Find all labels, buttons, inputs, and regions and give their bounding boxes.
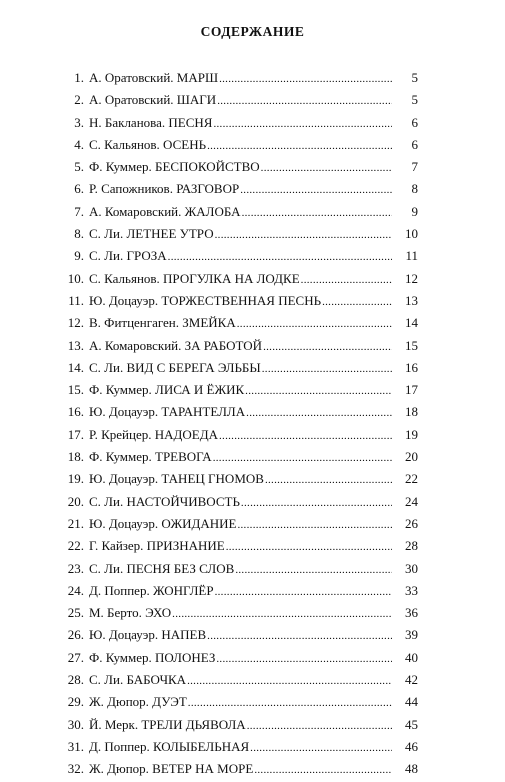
toc-entry-title: С. Кальянов. ОСЕНЬ <box>89 136 207 152</box>
toc-entry-page-number: 39 <box>405 627 418 643</box>
toc-entry-number: 11. <box>68 292 84 308</box>
toc-entry-number: 30. <box>67 716 84 732</box>
dot-leader <box>215 581 392 603</box>
dot-leader <box>207 625 392 647</box>
toc-entry-title: А. Комаровский. ЖАЛОБА <box>89 203 241 219</box>
toc-entry-number: 29. <box>67 694 84 710</box>
dot-leader <box>187 670 392 692</box>
dot-leader <box>322 291 392 313</box>
toc-entry <box>58 178 418 200</box>
toc-entry-title: Ф. Куммер. ТРЕВОГА <box>89 449 212 465</box>
toc-entry-page-number: 5 <box>411 70 418 85</box>
toc-entry-number: 13. <box>67 337 84 353</box>
toc-entry-page-number: 8 <box>411 181 418 197</box>
toc-entry <box>58 312 418 334</box>
toc-entry-title: В. Фитценгаген. ЗМЕЙКА <box>89 315 236 331</box>
dot-leader <box>265 469 392 491</box>
page-title: СОДЕРЖАНИЕ <box>200 24 305 39</box>
toc-entry <box>58 290 418 312</box>
toc-entry-number: 25. <box>67 605 84 621</box>
dot-leader <box>213 447 392 469</box>
toc-entry-title: Ю. Доцауэр. НАПЕВ <box>89 627 207 643</box>
toc-entry-number: 15. <box>67 382 84 398</box>
dot-leader <box>213 113 392 135</box>
toc-entry-page-number: 40 <box>405 649 418 665</box>
toc-entry-page-number: 5 <box>411 92 418 108</box>
dot-leader <box>237 514 392 536</box>
toc-entry-number: 21. <box>67 515 84 531</box>
toc-entry-title: Ю. Доцауэр. ОЖИДАНИЕ <box>89 515 237 531</box>
toc-entry <box>58 401 418 423</box>
toc-entry <box>58 758 418 780</box>
toc-entry-title: С. Ли. ПЕСНЯ БЕЗ СЛОВ <box>89 560 235 576</box>
toc-entry-number: 12. <box>67 315 84 331</box>
toc-entry-number: 18. <box>67 449 84 465</box>
toc-entry <box>58 112 418 134</box>
toc-entry <box>58 468 418 490</box>
toc-entry-number: 9. <box>74 248 84 264</box>
toc-entry-title: Ф. Куммер. БЕСПОКОЙСТВО <box>89 159 260 175</box>
toc-entry-page-number: 17 <box>405 382 418 398</box>
dot-leader <box>247 715 392 737</box>
dot-leader <box>207 135 392 157</box>
toc-entry <box>58 446 418 468</box>
toc-entry-page-number: 11 <box>405 248 418 264</box>
toc-entry <box>58 89 418 111</box>
toc-entry <box>58 379 418 401</box>
toc-entry-page-number: 20 <box>405 449 418 465</box>
toc-entry-title: Р. Сапожников. РАЗГОВОР <box>89 181 240 197</box>
toc-entry <box>58 602 418 624</box>
toc-entry-title: Ф. Куммер. ПОЛОНЕЗ <box>89 649 216 665</box>
toc-entry <box>58 647 418 669</box>
dot-leader <box>254 759 392 781</box>
toc-entry-number: 4. <box>74 136 84 152</box>
toc-entry-number: 7. <box>74 203 84 219</box>
toc-entry-number: 8. <box>74 226 84 242</box>
toc-entry <box>58 67 418 89</box>
toc-entry-title: Ю. Доцауэр. ТАНЕЦ ГНОМОВ <box>89 471 264 487</box>
dot-leader <box>216 648 392 670</box>
toc-entry-page-number: 46 <box>405 738 418 754</box>
toc-entry-number: 24. <box>67 582 84 598</box>
toc-entry-page-number: 22 <box>405 471 418 487</box>
dot-leader <box>168 246 392 268</box>
toc-entry <box>58 513 418 535</box>
toc-entry-page-number: 30 <box>405 560 418 576</box>
toc-entry-page-number: 18 <box>405 404 418 420</box>
toc-entry-title: Ж. Дюпор. ДУЭТ <box>89 694 187 710</box>
toc-entry-title: М. Берто. ЭХО <box>89 605 172 621</box>
toc-entry-page-number: 36 <box>405 605 418 621</box>
toc-entry-page-number: 16 <box>405 359 418 375</box>
toc-entry-number: 1. <box>74 70 84 85</box>
toc-entry <box>58 424 418 446</box>
dot-leader <box>241 492 392 514</box>
toc-entry-page-number: 10 <box>405 226 418 242</box>
dot-leader <box>172 603 392 625</box>
toc-entry-number: 28. <box>67 672 84 688</box>
toc-entry <box>58 535 418 557</box>
toc-entry-page-number: 45 <box>405 716 418 732</box>
dot-leader <box>262 358 392 380</box>
toc-entry <box>58 558 418 580</box>
toc-entry-title: С. Ли. ГРОЗА <box>89 248 167 264</box>
toc-entry-number: 20. <box>67 493 84 509</box>
toc-entry-page-number: 42 <box>405 672 418 688</box>
toc-entry-number: 26. <box>67 627 84 643</box>
toc-entry-page-number: 26 <box>405 515 418 531</box>
toc-entry <box>58 669 418 691</box>
toc-entry-title: С. Ли. ЛЕТНЕЕ УТРО <box>89 226 214 242</box>
toc-entry-number: 3. <box>74 114 84 130</box>
toc-entry-page-number: 33 <box>405 582 418 598</box>
toc-entry-page-number: 28 <box>405 538 418 554</box>
toc-entry-title: Ю. Доцауэр. ТОРЖЕСТВЕННАЯ ПЕСНЬ <box>89 292 322 308</box>
toc-entry-title: Р. Крейцер. НАДОЕДА <box>89 426 218 442</box>
toc-entry-number: 16. <box>67 404 84 420</box>
toc-entry-title: Д. Поппер. ЖОНГЛЁР <box>89 582 214 598</box>
dot-leader <box>250 737 392 759</box>
toc-entry <box>58 201 418 223</box>
dot-leader <box>246 402 392 424</box>
toc-entry-page-number: 14 <box>405 315 418 331</box>
toc-entry <box>58 691 418 713</box>
toc-entry-page-number: 13 <box>405 292 418 308</box>
toc-entry-title: А. Оратовский. ШАГИ <box>89 92 217 108</box>
toc-entry-page-number: 6 <box>411 114 418 130</box>
toc-entry <box>58 580 418 602</box>
dot-leader <box>219 68 392 90</box>
toc-entry-number: 31. <box>67 738 84 754</box>
dot-leader <box>245 380 392 402</box>
toc-entry-number: 14. <box>67 359 84 375</box>
toc-entry-title: Г. Кайзер. ПРИЗНАНИЕ <box>89 538 225 554</box>
toc-entry-title: С. Ли. НАСТОЙЧИВОСТЬ <box>89 493 240 509</box>
toc-entry <box>58 357 418 379</box>
toc-entry <box>58 736 418 758</box>
toc-entry <box>58 268 418 290</box>
toc-entry <box>58 223 418 245</box>
toc-entry-title: Й. Мерк. ТРЕЛИ ДЬЯВОЛА <box>89 716 246 732</box>
toc-entry-title: Ф. Куммер. ЛИСА И ЁЖИК <box>89 382 245 398</box>
toc-entry <box>58 156 418 178</box>
toc-entry-number: 10. <box>67 270 84 286</box>
toc-entry-number: 23. <box>67 560 84 576</box>
dot-leader <box>219 425 392 447</box>
toc-entry <box>58 245 418 267</box>
toc-entry <box>58 714 418 736</box>
toc-entry-number: 5. <box>74 159 84 175</box>
toc-entry-number: 19. <box>67 471 84 487</box>
dot-leader <box>242 202 392 224</box>
toc-entry-title: А. Комаровский. ЗА РАБОТОЙ <box>89 337 263 353</box>
toc-entry <box>58 335 418 357</box>
toc-entry-page-number: 48 <box>405 761 418 777</box>
toc-entry-page-number: 7 <box>411 159 418 175</box>
dot-leader <box>237 313 392 335</box>
dot-leader <box>263 336 392 358</box>
toc-entry-number: 32. <box>67 761 84 777</box>
toc-entry <box>58 134 418 156</box>
dot-leader <box>301 269 392 291</box>
toc-entry-title: А. Оратовский. МАРШ <box>89 70 219 85</box>
toc-entry-title: С. Ли. БАБОЧКА <box>89 672 187 688</box>
dot-leader <box>215 224 392 246</box>
toc-entry-number: 27. <box>67 649 84 665</box>
toc-entry-page-number: 44 <box>405 694 418 710</box>
toc-entry-page-number: 12 <box>405 270 418 286</box>
toc-entry-page-number: 24 <box>405 493 418 509</box>
toc-entry-number: 22. <box>67 538 84 554</box>
toc-entry-page-number: 15 <box>405 337 418 353</box>
toc-entry-number: 6. <box>74 181 84 197</box>
toc-entry-title: Д. Поппер. КОЛЫБЕЛЬНАЯ <box>89 738 250 754</box>
dot-leader <box>235 559 392 581</box>
dot-leader <box>240 179 392 201</box>
toc-entry-title: С. Кальянов. ПРОГУЛКА НА ЛОДКЕ <box>89 270 300 286</box>
table-of-contents <box>58 67 418 781</box>
dot-leader <box>217 90 392 112</box>
toc-entry-title: Ю. Доцауэр. ТАРАНТЕЛЛА <box>89 404 246 420</box>
dot-leader <box>261 157 392 179</box>
toc-entry-page-number: 19 <box>405 426 418 442</box>
toc-entry-title: Ж. Дюпор. ВЕТЕР НА МОРЕ <box>89 761 254 777</box>
toc-entry-page-number: 6 <box>411 136 418 152</box>
dot-leader <box>226 536 392 558</box>
toc-entry-page-number: 9 <box>411 203 418 219</box>
toc-entry-number: 17. <box>67 426 84 442</box>
dot-leader <box>188 692 392 714</box>
toc-entry-title: С. Ли. ВИД С БЕРЕГА ЭЛЬБЫ <box>89 359 261 375</box>
toc-entry <box>58 624 418 646</box>
toc-entry-title: Н. Бакланова. ПЕСНЯ <box>89 114 213 130</box>
toc-entry <box>58 491 418 513</box>
toc-entry-number: 2. <box>74 92 84 108</box>
